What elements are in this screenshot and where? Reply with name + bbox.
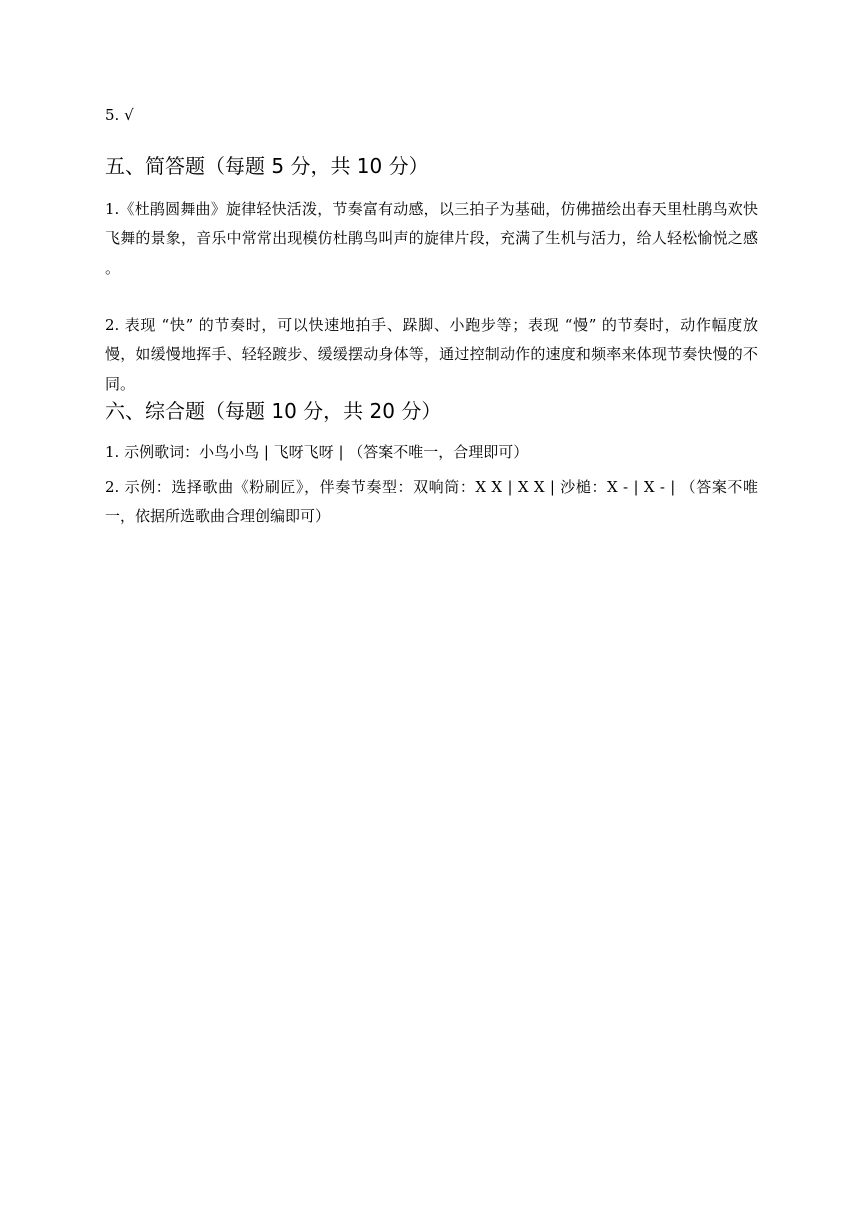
comprehensive-answer-2: 2. 示例：选择歌曲《粉刷匠》，伴奏节奏型：双响筒：X X | X X | 沙槌：X - | X - | （答案不唯一，依据所选歌曲合理创编即可）	[105, 478, 758, 526]
section-heading-comprehensive: 六、综合题（每题 10 分，共 20 分）	[105, 399, 442, 423]
answer-item-5: 5. √	[105, 106, 134, 124]
comprehensive-answer-1: 1. 示例歌词：小鸟小鸟 | 飞呀飞呀 | （答案不唯一，合理即可）	[105, 443, 529, 461]
short-answer-2: 2. 表现 “快” 的节奏时，可以快速地拍手、跺脚、小跑步等；表现 “慢” 的节奏时，动作幅度放慢，如缓慢地挥手、轻轻踱步、缓缓摆动身体等，通过控制动作的速度和频率来体现节奏快慢的不同。	[105, 316, 758, 393]
short-answer-1: 1.《杜鹃圆舞曲》旋律轻快活泼，节奏富有动感，以三拍子为基础，仿佛描绘出春天里杜鹃鸟欢快飞舞的景象，音乐中常常出现模仿杜鹃鸟叫声的旋律片段，充满了生机与活力，给人轻松愉悦之感 。	[105, 200, 758, 277]
section-heading-short-answer: 五、简答题（每题 5 分，共 10 分）	[105, 154, 429, 178]
